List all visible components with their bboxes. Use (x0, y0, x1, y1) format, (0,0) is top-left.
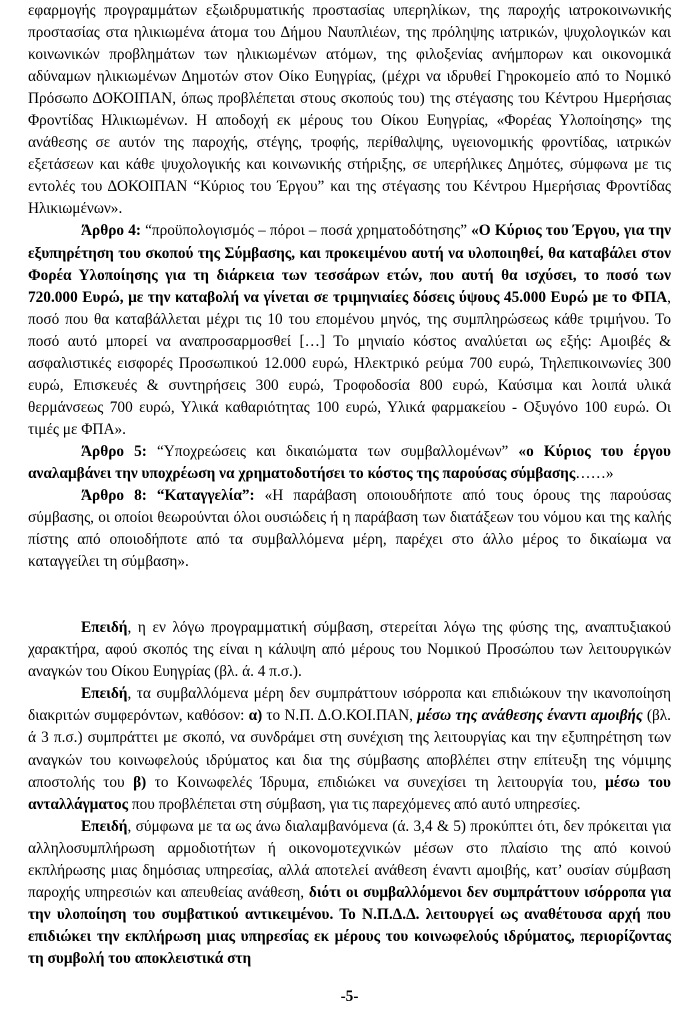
whereas-paragraph-2 (28, 683, 671, 815)
article-5-title: “Υποχρεώσεις και δικαιώματα των συμβαλλομένων” (146, 442, 519, 460)
document-body (28, 0, 671, 970)
paragraph-continuation: εφαρμογής προγραμμάτων εξωιδρυματικής προστασίας υπερηλίκων, της παροχής ιατροκοινωνικής προστασίας στα ηλικιωμένα άτομα του Δήμου Ναυπλιέων, της πρόληψης ιατρικών, ψυχολογικών και κοινωνικών προβλημάτων των ηλικιωμένων ατόμων, της φιλοξενίας ανήμπορων και οικονομικά αδύναμων ηλικιωμένων Δημοτών στον Οίκο Ευηγρίας, (μέχρι να ιδρυθεί Γηροκομείο από το Νομικό Πρόσωπο ΔΟΚΟΙΠΑΝ, όπως προβλέπεται στους σκοπούς του) της στέγασης του Κέντρου Ημερήσιας Φροντίδας Ηλικιωμένων. Η αποδοχή εκ μέρους του Οίκου Ευηγρίας, «Φορέας Υλοποίησης» της ανάθεσης σε αυτόν της παροχής, στέγης, τροφής, περίθαλψης, υγειονομικής φροντίδας, ιατρικών εξετάσεων και κάθε ψυχολογικής και κοινωνικής στήριξης, σε υπερήλικες Δημότες, σύμφωνα με τις εντολές του ΔΟΚΟΙΠΑΝ “Κύριος του Έργου” και της στέγασης του Κέντρου Ημερήσιας Φροντίδας Ηλικιωμένων». (28, 2, 671, 218)
whereas-2-emphasis-2: μέσω του ανταλλάγματος (28, 773, 671, 813)
article-5-bold-text: «ο Κύριος του έργου αναλαμβάνει την υποχρέωση να χρηματοδοτήσει το κόστος της παρούσας σύμβασης (28, 442, 671, 482)
paragraph-gap (28, 573, 671, 617)
whereas-2-word: Επειδή (81, 685, 128, 703)
whereas-paragraph-3 (28, 816, 671, 970)
article-5-label: Άρθρο 5: (81, 442, 147, 460)
whereas-2-item-a: α) (248, 707, 263, 725)
whereas-1-text: , η εν λόγω προγραμματική σύμβαση, στερείται λόγω της φύσης της, αναπτυξιακού χαρακτήρα, αφού σκοπός της είναι η κάλυψη από μέρους του Νομικού Προσώπου των λειτουργικών αναγκών του Οίκου Ευηγρίας (βλ. ά. 4 π.σ.). (28, 619, 671, 681)
article-4-label: Άρθρο 4: (81, 222, 141, 240)
article-5-text: ……» (575, 464, 614, 482)
article-8-paragraph (28, 485, 671, 573)
page-number: -5- (340, 988, 359, 1005)
whereas-2-text-4: το Κοινωφελές Ίδρυμα, επιδιώκει να συνεχίσει τη λειτουργία του, (146, 773, 606, 791)
whereas-2-text-1: , τα συμβαλλόμενα μέρη δεν συμπράττουν ισόρροπα και επιδιώκουν την ικανοποίηση διακριτών συμφερόντων, καθόσον: (28, 685, 671, 725)
article-5-paragraph (28, 441, 671, 485)
whereas-2-emphasis-1: μέσω της ανάθεσης έναντι αμοιβής (417, 707, 643, 725)
whereas-3-word: Επειδή (81, 817, 128, 835)
whereas-2-text-3: (βλ. ά 3 π.σ.) συμπράττει με σκοπό, να συνδράμει στη συνέχιση της λειτουργίας και την εξυπηρέτηση των αναγκών του κοινωφελούς ιδρύματος και δια της σύμβασης αποβλέπει στην επίτευξη της νόμιμης αποστολής του (28, 707, 671, 791)
article-4-paragraph (28, 220, 671, 440)
whereas-1-word: Επειδή (81, 619, 128, 637)
article-4-bold-text: «Ο Κύριος του Έργου, για την εξυπηρέτηση του σκοπού της Σύμβασης, και προκειμένου αυτή να υλοποιηθεί, θα καταβάλει στον Φορέα Υλοποίησης για τη διάρκεια των τεσσάρων ετών, που αυτή θα ισχύσει, το ποσό των 720.000 Ευρώ, με την καταβολή να γίνεται σε τριμηνιαίες δόσεις ύψους 45.000 Ευρώ με το ΦΠΑ (28, 222, 671, 306)
article-4-text: , ποσό που θα καταβάλλεται μέχρι τις 10 του επομένου μηνός, της συμπληρώσεως κάθε τριμήνου. Το ποσό αυτό μπορεί να αναπροσαρμοσθεί […] Το μηνιαίο κόστος αναλύεται ως εξής: Αμοιβές & ασφαλιστικές εισφορές Προσωπικού 12.000 ευρώ, Ηλεκτρικό ρεύμα 700 ευρώ, Τηλεπικοινωνίες 300 ευρώ, Επισκευές & συντηρήσεις 300 ευρώ, Τροφοδοσία 800 ευρώ, Καύσιμα και λοιπά υλικά θερμάνσεως 700 ευρώ, Υλικά καθαριότητας 100 ευρώ, Υλικά φαρμακείου - Οξυγόνο 100 ευρώ. Οι τιμές με ΦΠΑ». (28, 288, 671, 438)
article-8-text: «Η παράβαση οποιουδήποτε από τους όρους της παρούσας σύμβασης, οι οποίοι θεωρούνται όλοι ουσιώδεις ή η παράβαση των διατάξεων του νόμου και της καλής πίστης από οποιοδήποτε από τα συμβαλλόμενα μέρη, παρέχει στο άλλο μέρος το δικαίωμα να καταγγείλει τη σύμβαση». (28, 487, 671, 571)
whereas-2-text-2: το Ν.Π. Δ.Ο.ΚΟΙ.ΠΑΝ, (262, 707, 418, 725)
whereas-2-text-5: που προβλέπεται στη σύμβαση, για τις παρεχόμενες από αυτό υπηρεσίες. (128, 795, 581, 813)
whereas-3-text: , σύμφωνα με τα ως άνω διαλαμβανόμενα (ά. 3,4 & 5) προκύπτει ότι, δεν πρόκειται για αλληλοσυμπλήρωση αρμοδιοτήτων ή οικονομοτεχνικών μέσων στο πλαίσιο της από κοινού εκπλήρωσης μιας δημόσιας υπηρεσίας, αλλά αποτελεί ανάθεση έναντι αμοιβής, κατ’ ουσίαν σύμβαση παροχής υπηρεσιών και απευθείας ανάθεση, (28, 817, 671, 901)
whereas-3-bold-text: διότι οι συμβαλλόμενοι δεν συμπράττουν ισόρροπα για την υλοποίηση του συμβατικού αντικειμένου. Το Ν.Π.Δ.Δ. λειτουργεί ως αναθέτουσα αρχή που επιδιώκει την εκπλήρωση μιας υπηρεσίας εκ μέρους του κοινωφελούς ιδρύματος, περιορίζοντας τη συμβολή του αποκλειστικά στη (28, 883, 671, 967)
article-8-label: Άρθρο 8: “Καταγγελία”: (81, 487, 255, 505)
article-4-title: “προϋπολογισμός – πόροι – ποσά χρηματοδότησης” (140, 222, 472, 240)
whereas-2-item-b: β) (133, 773, 147, 791)
whereas-paragraph-1 (28, 617, 671, 683)
